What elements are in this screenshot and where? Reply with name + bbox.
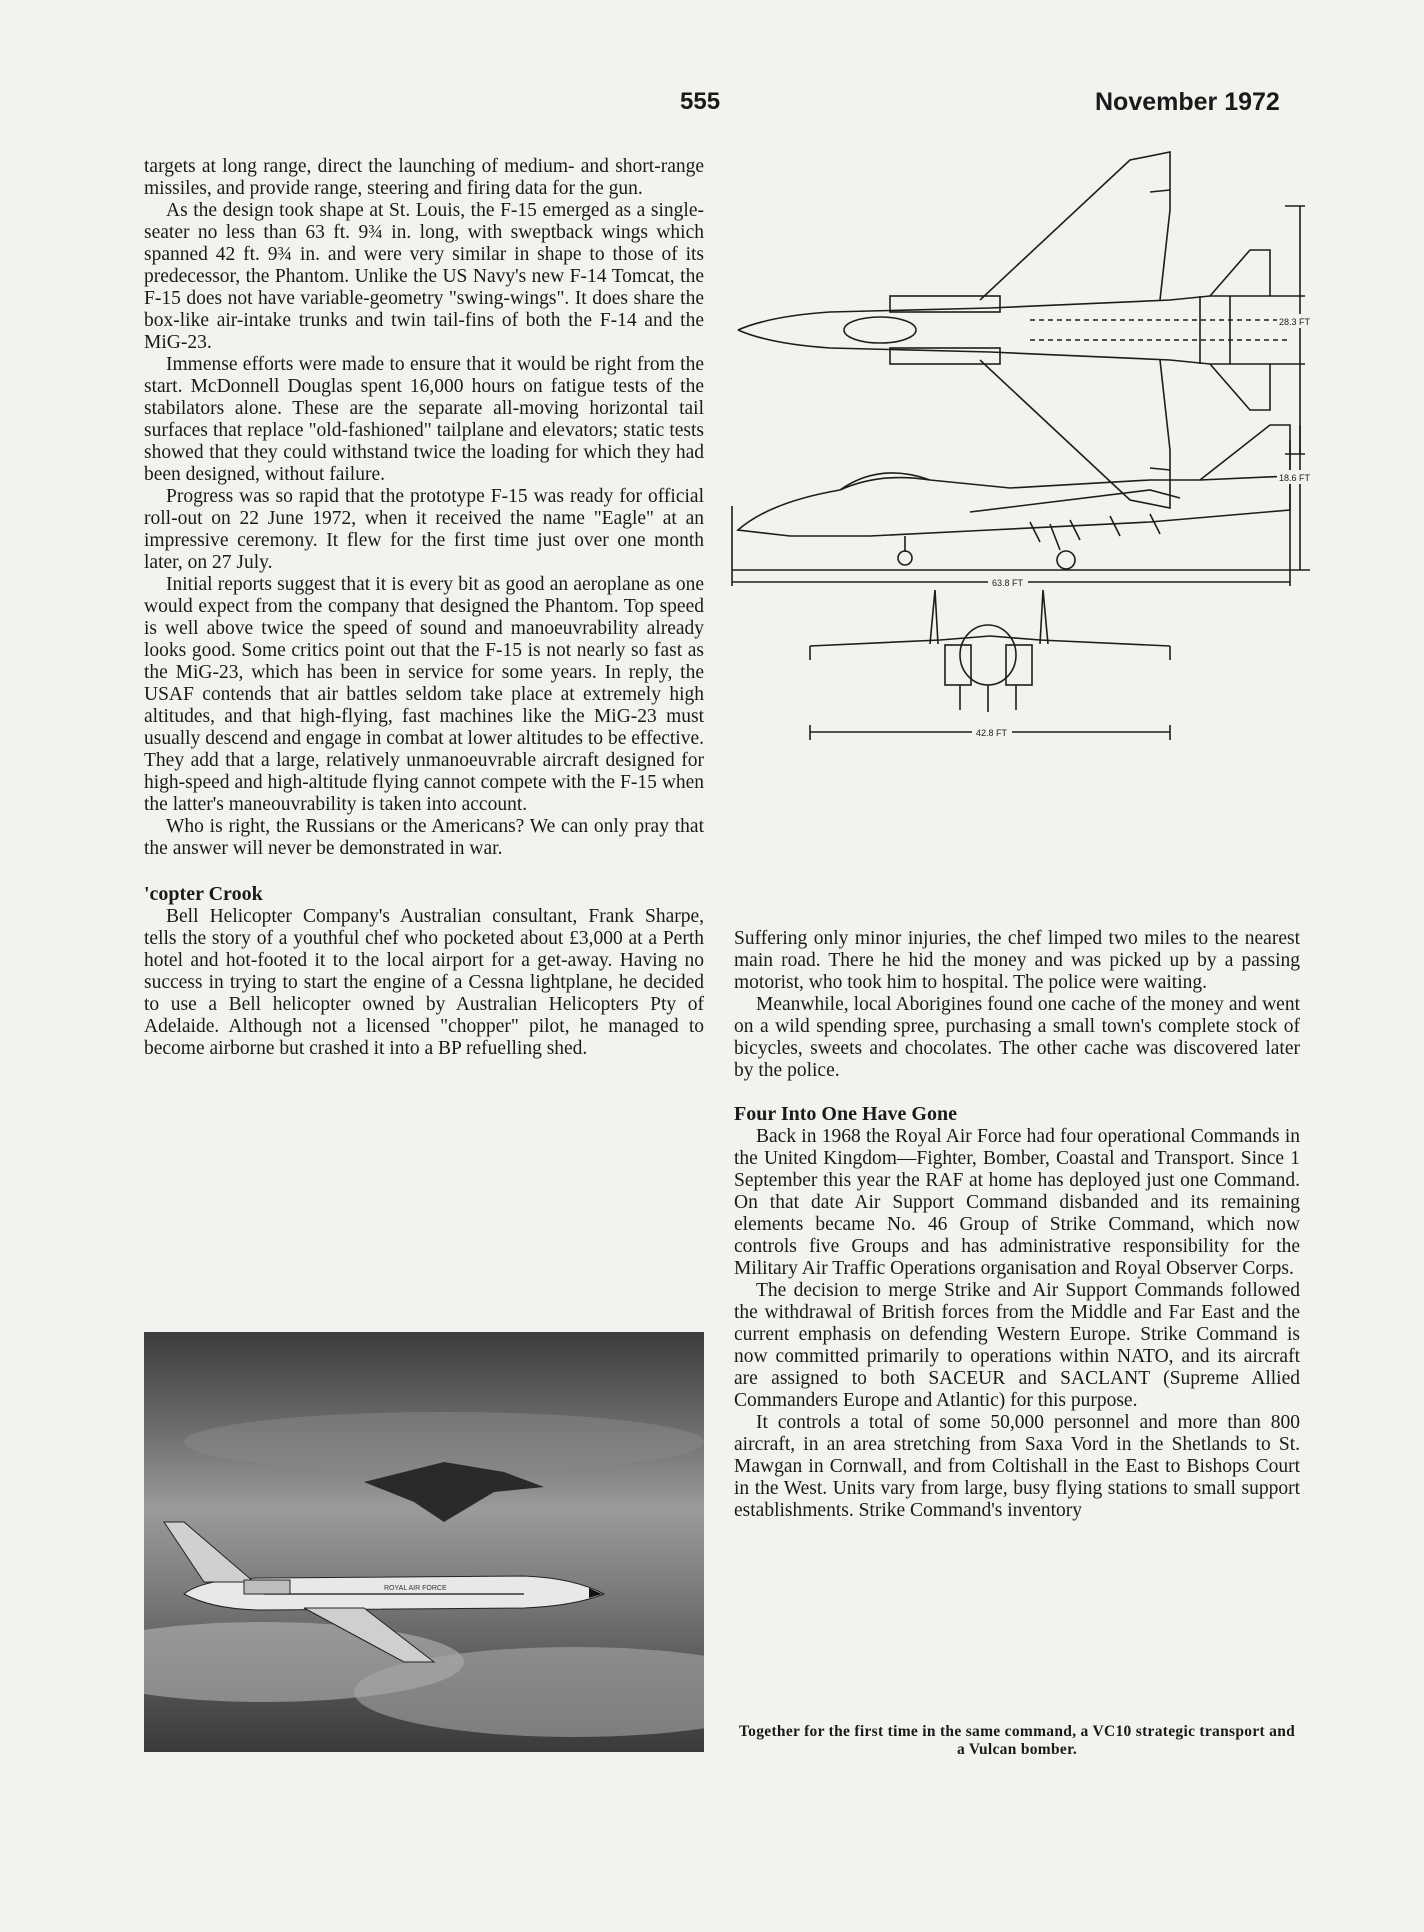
section-heading-copter-crook: 'copter Crook: [144, 883, 263, 905]
front-view: [810, 590, 1170, 740]
paragraph: As the design took shape at St. Louis, the F-15 emerged as a single-seater no less than 63 ft. 9¾ in. long, with sweptback wings which spanned 42 ft. 9¾ in. and were very similar in shape to those of its predecessor, the Phantom. Unlike the US Navy's new F-14 Tomcat, the F-15 does not have variable-geometry "swing-wings". It does share the box-like air-intake trunks and twin tail-fins of both the F-14 and the MiG-23.: [144, 200, 704, 353]
paragraph: targets at long range, direct the launching of medium- and short-range missiles, and provide range, steering and firing data for the gun.: [144, 156, 704, 199]
span-dimension-label: 42.8 FT: [976, 728, 1008, 738]
height-dimension-label: 28.3 FT: [1279, 317, 1310, 327]
vc10-vulcan-photo: [144, 1332, 704, 1752]
paragraph: Who is right, the Russians or the Americans? We can only pray that the answer will never be demonstrated in war.: [144, 816, 704, 859]
paragraph: It controls a total of some 50,000 personnel and more than 800 aircraft, in an area stretching from Saxa Vord in the Shetlands to St. Mawgan in Cornwall, and from Coltishall in the East to Bishops Court in the West. Units vary from large, busy flying stations to small support establishments. Strike Command's inventory: [734, 1412, 1300, 1521]
f15-three-view-drawing: [730, 150, 1310, 910]
top-view: [738, 152, 1305, 508]
fuselage-lettering: ROYAL AIR FORCE: [384, 1585, 447, 1592]
page-number: 555: [680, 88, 721, 115]
left-column: [144, 156, 704, 1060]
paragraph: Immense efforts were made to ensure that it would be right from the start. McDonnell Douglas spent 16,000 hours on fatigue tests of the stabilators alone. These are the separate all-moving horizontal tail surfaces that replace "old-fashioned" tailplane and elevators; static tests showed that they could withstand twice the loading for which they had been designed, without failure.: [144, 354, 704, 485]
paragraph: The decision to merge Strike and Air Support Commands followed the withdrawal of British forces from the Middle and Far East and the current emphasis on defending Western Europe. Strike Command is now committed primarily to operations within NATO, and its aircraft are assigned to both SACEUR and SACLANT (Supreme Allied Commanders Europe and Atlantic) for this purpose.: [734, 1280, 1300, 1411]
paragraph: Back in 1968 the Royal Air Force had four operational Commands in the United Kingdom—Fighter, Bomber, Coastal and Transport. Since 1 September this year the RAF at home has deployed just one Command. On that date Air Support Command disbanded and its remaining elements became No. 46 Group of Strike Command, which now controls five Groups and has administrative responsibility for the Military Air Traffic Operations organisation and Royal Observer Corps.: [734, 1126, 1300, 1279]
length-dimension-label: 63.8 FT: [992, 578, 1024, 588]
paragraph: Initial reports suggest that it is every bit as good an aeroplane as one would expect from the company that designed the Phantom. Top speed is well above twice the speed of sound and manoeuvrability already looks good. Some critics point out that the F-15 is not nearly so fast as the MiG-23, which has been in service for some years. In reply, the USAF contends that air battles seldom take place at extremely high altitudes, and that high-flying, fast machines like the MiG-23 must usually descend and engage in combat at lower altitudes to be effective. They add that a large, relatively unmanoeuvrable aircraft designed for high-speed and high-altitude flying cannot compete with the F-15 when the latter's maneouvrability is taken into account.: [144, 574, 704, 815]
section-heading-four-into-one: Four Into One Have Gone: [734, 1103, 957, 1125]
paragraph: Suffering only minor injuries, the chef limped two miles to the nearest main road. There he hid the money and was picked up by a passing motorist, who took him to hospital. The police were waiting.: [734, 928, 1300, 993]
side-height-dimension-label: 18.6 FT: [1279, 473, 1310, 483]
side-view: [732, 425, 1310, 586]
paragraph: Meanwhile, local Aborigines found one cache of the money and went on a wild spending spree, purchasing a small town's complete stock of bicycles, sweets and chocolates. The other cache was discovered later by the police.: [734, 994, 1300, 1081]
issue-date: November 1972: [1095, 88, 1280, 116]
paragraph: Progress was so rapid that the prototype F-15 was ready for official roll-out on 22 June 1972, when it received the name "Eagle" at an impressive ceremony. It flew for the first time just over one month later, on 27 July.: [144, 486, 704, 573]
photo-caption: Together for the first time in the same command, a VC10 strategic transport and a Vulcan bomber.: [738, 1723, 1296, 1758]
paragraph: Bell Helicopter Company's Australian consultant, Frank Sharpe, tells the story of a youthful chef who pocketed about £3,000 at a Perth hotel and hot-footed it to the local airport for a get-away. Having no success in trying to start the engine of a Cessna lightplane, he decided to use a Bell helicopter owned by Australian Helicopters Pty of Adelaide. Although not a licensed "chopper" pilot, he managed to become airborne but crashed it into a BP refuelling shed.: [144, 906, 704, 1059]
right-column: [734, 928, 1300, 1522]
